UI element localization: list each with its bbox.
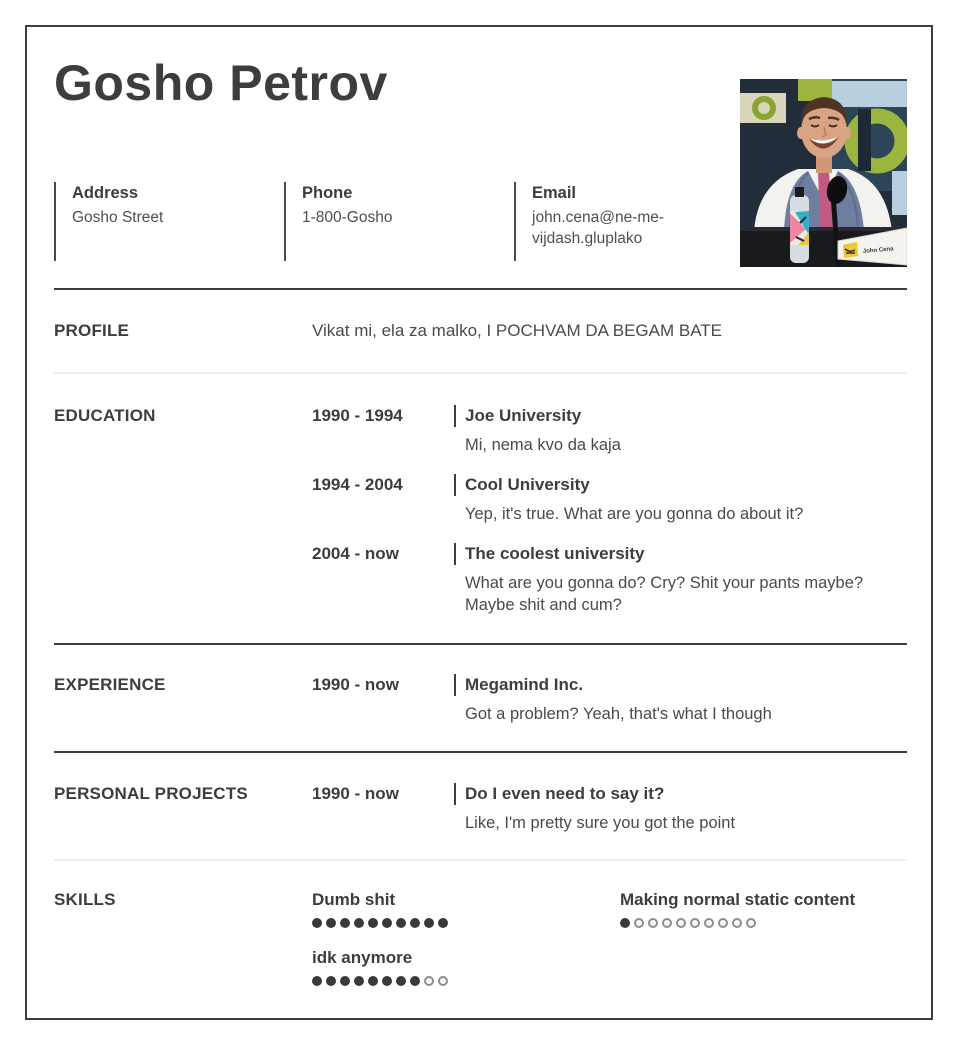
personal-project-entry (312, 783, 907, 834)
experience-entries (312, 674, 907, 725)
entry-description: What are you gonna do? Cry? Shit your pants maybe? Maybe shit and cum? (465, 574, 864, 614)
skill-item (620, 889, 907, 929)
skill-name: idk anymore (312, 948, 413, 967)
address-value: Gosho Street (72, 209, 164, 226)
skill-dot-empty (690, 918, 700, 928)
skills-body (312, 889, 907, 987)
education-entry (312, 543, 907, 616)
skill-dot-filled (340, 918, 350, 928)
entry-period: 1990 - now (312, 784, 399, 803)
phone-value: 1-800-Gosho (302, 209, 393, 226)
entry-title: Megamind Inc. (454, 674, 907, 696)
skill-dot-empty (438, 976, 448, 986)
personal-projects-section-label: PERSONAL PROJECTS (54, 784, 248, 803)
skill-dot-empty (704, 918, 714, 928)
entry-body (454, 674, 907, 725)
photo-water-bottle (790, 187, 809, 263)
profile-photo (740, 79, 907, 267)
skills-column-right (620, 889, 907, 987)
skill-dot-filled (368, 976, 378, 986)
entry-title: The coolest university (454, 543, 907, 565)
contact-phone (284, 182, 514, 261)
contact-row (54, 182, 744, 261)
profile-section-label: PROFILE (54, 321, 130, 340)
address-label: Address (72, 184, 139, 202)
skill-dot-empty (732, 918, 742, 928)
john-cena-photo (740, 79, 907, 267)
entry-description: Yep, it's true. What are you gonna do about it? (465, 505, 804, 523)
skill-dot-filled (326, 976, 336, 986)
entry-period: 1994 - 2004 (312, 475, 403, 494)
skill-dot-empty (424, 976, 434, 986)
skill-dot-empty (634, 918, 644, 928)
section-profile (54, 288, 907, 372)
education-section-label: EDUCATION (54, 406, 156, 425)
skill-dot-filled (354, 918, 364, 928)
photo-nameplate-text: John Cena (862, 246, 894, 255)
skill-dot-filled (620, 918, 630, 928)
personal-projects-entries (312, 783, 907, 834)
skill-dot-empty (662, 918, 672, 928)
skill-dot-empty (676, 918, 686, 928)
skill-dot-filled (396, 976, 406, 986)
phone-label: Phone (302, 184, 353, 202)
skill-name: Making normal static content (620, 890, 856, 909)
resume-page (25, 25, 933, 1020)
profile-text: Vikat mi, ela za malko, I POCHVAM DA BEGAM BATE (312, 321, 723, 340)
entry-title: Joe University (454, 405, 907, 427)
skill-dot-filled (382, 976, 392, 986)
skill-level-meter (312, 975, 620, 987)
entry-period: 1990 - 1994 (312, 406, 403, 425)
skill-dot-filled (424, 918, 434, 928)
education-entry (312, 405, 907, 456)
skill-dot-empty (746, 918, 756, 928)
experience-entry (312, 674, 907, 725)
entry-body (454, 474, 907, 525)
entry-body (454, 783, 907, 834)
contact-email (514, 182, 744, 261)
section-experience (54, 643, 907, 751)
entry-period: 2004 - now (312, 544, 399, 563)
skill-dot-empty (718, 918, 728, 928)
skill-level-meter (312, 917, 620, 929)
skill-level-meter (620, 917, 907, 929)
skill-dot-filled (354, 976, 364, 986)
education-entry (312, 474, 907, 525)
skill-name: Dumb shit (312, 890, 396, 909)
skill-dot-filled (396, 918, 406, 928)
skill-dot-filled (368, 918, 378, 928)
entry-description: Got a problem? Yeah, that's what I though (465, 705, 772, 723)
entry-title: Do I even need to say it? (454, 783, 907, 805)
section-skills (54, 859, 907, 1027)
skill-dot-filled (312, 976, 322, 986)
email-value: john.cena@ne-me-vijdash.gluplako (532, 209, 665, 247)
entry-description: Mi, nema kvo da kaja (465, 436, 621, 454)
entry-body (454, 405, 907, 456)
header (54, 55, 907, 261)
education-entries (312, 405, 907, 616)
entry-period: 1990 - now (312, 675, 399, 694)
page-title: Gosho Petrov (54, 55, 388, 111)
skill-dot-filled (340, 976, 350, 986)
entry-description: Like, I'm pretty sure you got the point (465, 814, 736, 832)
entry-title: Cool University (454, 474, 907, 496)
skills-section-label: SKILLS (54, 890, 116, 909)
experience-section-label: EXPERIENCE (54, 675, 166, 694)
skill-dot-filled (410, 976, 420, 986)
section-personal-projects (54, 751, 907, 859)
skill-dot-empty (648, 918, 658, 928)
skills-column-left (312, 889, 620, 987)
skill-dot-filled (410, 918, 420, 928)
section-education (54, 372, 907, 643)
contact-address (54, 182, 284, 261)
skill-item (312, 947, 620, 987)
skill-dot-filled (312, 918, 322, 928)
entry-body (454, 543, 907, 616)
skill-dot-filled (326, 918, 336, 928)
skill-dot-filled (438, 918, 448, 928)
email-label: Email (532, 184, 577, 202)
skill-dot-filled (382, 918, 392, 928)
skill-item (312, 889, 620, 929)
